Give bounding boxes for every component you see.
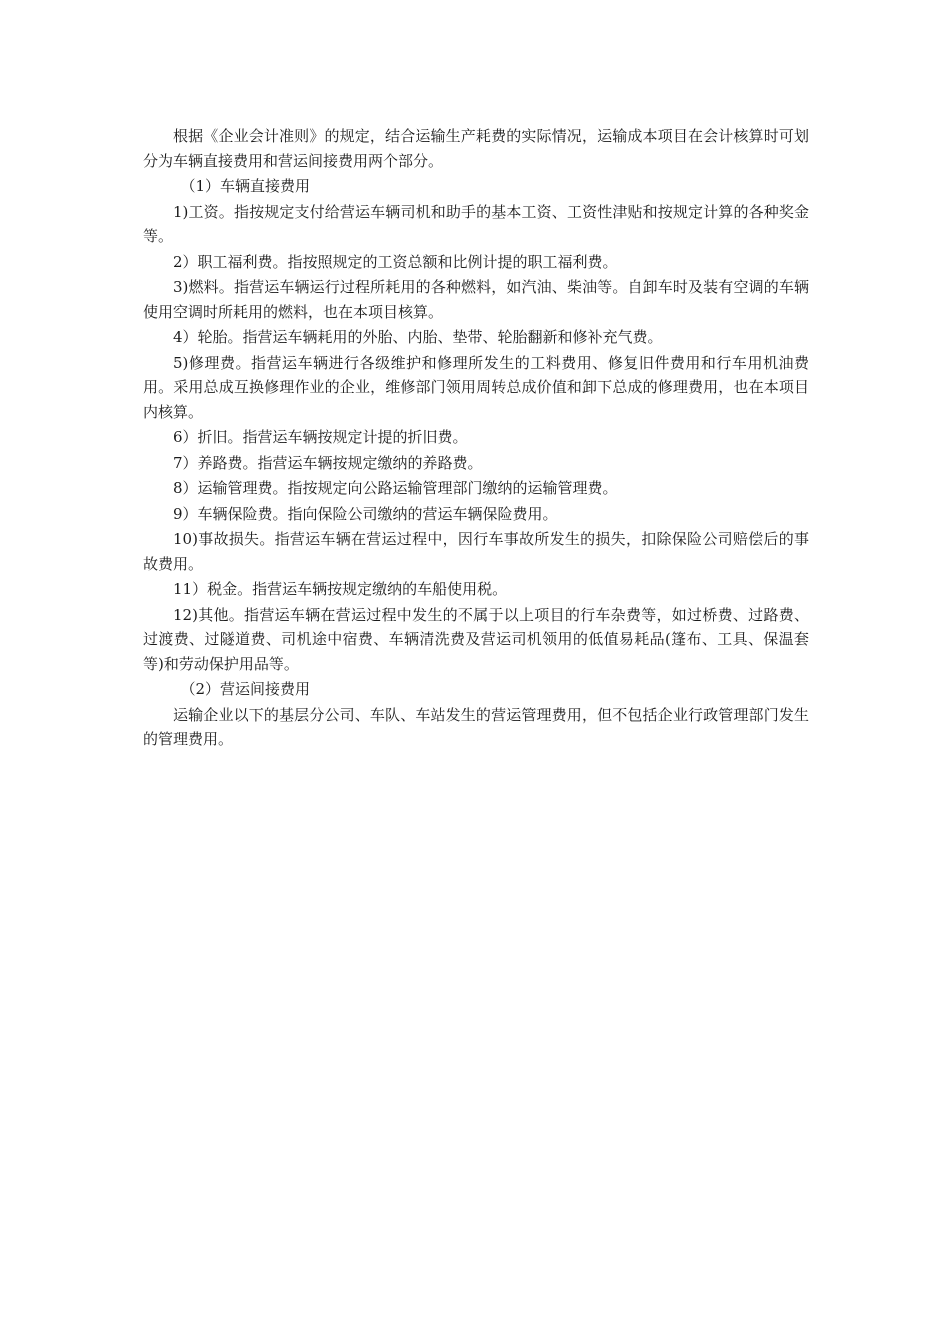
item-other: 12)其他。指营运车辆在营运过程中发生的不属于以上项目的行车杂费等，如过桥费、过路费、过渡费、过隧道费、司机途中宿费、车辆清洗费及营运司机领用的低值易耗品(篷布、工具、保温套等)和劳动保护用品等。: [143, 605, 809, 673]
item-repair: 5)修理费。指营运车辆进行各级维护和修理所发生的工料费用、修复旧件费用和行车用机油费用。采用总成互换修理作业的企业，维修部门领用周转总成价值和卸下总成的修理费用，也在本项目内核算。: [143, 353, 809, 421]
item-welfare: 2）职工福利费。指按照规定的工资总额和比例计提的职工福利费。: [173, 252, 618, 271]
intro-paragraph: 根据《企业会计准则》的规定，结合运输生产耗费的实际情况，运输成本项目在会计核算时可划分为车辆直接费用和营运间接费用两个部分。: [143, 127, 809, 170]
item-transport-management: 8）运输管理费。指按规定向公路运输管理部门缴纳的运输管理费。: [173, 479, 618, 497]
item-fuel: 3)燃料。指营运车辆运行过程所耗用的各种燃料，如汽油、柴油等。自卸车时及装有空调的车辆使用空调时所耗用的燃料，也在本项目核算。: [143, 278, 809, 321]
item-vehicle-insurance: 9）车辆保险费。指向保险公司缴纳的营运车辆保险费用。: [173, 504, 558, 523]
item-accident-loss: 10)事故损失。指营运车辆在营运过程中，因行车事故所发生的损失，扣除保险公司赔偿后的事故费用。: [143, 530, 809, 573]
section-heading-indirect-costs: （2）营运间接费用: [180, 680, 311, 698]
item-taxes: 11）税金。指营运车辆按规定缴纳的车船使用税。: [173, 580, 508, 598]
item-tires: 4）轮胎。指营运车辆耗用的外胎、内胎、垫带、轮胎翻新和修补充气费。: [173, 328, 663, 346]
section-heading-direct-costs: （1）车辆直接费用: [180, 177, 311, 195]
item-depreciation: 6）折旧。指营运车辆按规定计提的折旧费。: [173, 428, 468, 446]
document-body: [143, 124, 809, 753]
item-wages: 1)工资。指按规定支付给营运车辆司机和助手的基本工资、工资性津贴和按规定计算的各种奖金等。: [143, 202, 809, 245]
closing-paragraph: 运输企业以下的基层分公司、车队、车站发生的营运管理费用，但不包括企业行政管理部门发生的管理费用。: [143, 705, 809, 748]
item-road-maintenance: 7）养路费。指营运车辆按规定缴纳的养路费。: [173, 453, 483, 472]
